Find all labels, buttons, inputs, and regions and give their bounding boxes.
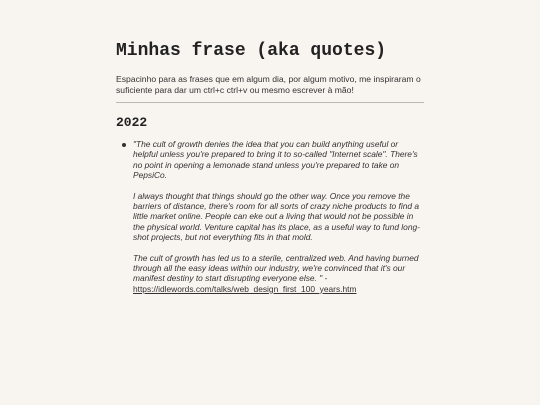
quote-item: [116, 139, 424, 294]
bullet-icon: [122, 143, 126, 147]
quote-paragraph: "The cult of growth denies the idea that you can build anything useful or helpful unless you're prepared to bring it to so-called "Internet scale". There's no point in opening a lemonade stand unless you're prepared to take on PepsiCo.: [133, 139, 418, 181]
divider: [116, 102, 424, 103]
quote-list: [116, 139, 424, 294]
quote-paragraph: [133, 253, 424, 295]
quote-paragraph-text: The cult of growth has led us to a sterile, centralized web. And having burned through all the easy ideas within our industry, we're convinced that it's our manifest destiny to start disrupting everyone else. " -: [133, 252, 419, 284]
quote-paragraph: I always thought that things should go the other way. Once you remove the barriers of distance, there's room for all sorts of crazy niche products to find a little market online. People can eke out a living that would not be possible in the physical world. Venture capital has its place, as a useful way to fund long-shot projects, but not everything fits in that mold.: [133, 190, 420, 243]
page-title: Minhas frase (aka quotes): [116, 41, 387, 61]
quote-source-link[interactable]: https://idlewords.com/talks/web_design_first_100_years.htm: [133, 283, 357, 294]
page-intro: Espacinho para as frases que em algum dia, por algum motivo, me inspiraram o suficiente para dar um ctrl+c ctrl+v ou mesmo escrever à mão!: [116, 74, 421, 95]
section-year-heading: 2022: [116, 115, 148, 130]
